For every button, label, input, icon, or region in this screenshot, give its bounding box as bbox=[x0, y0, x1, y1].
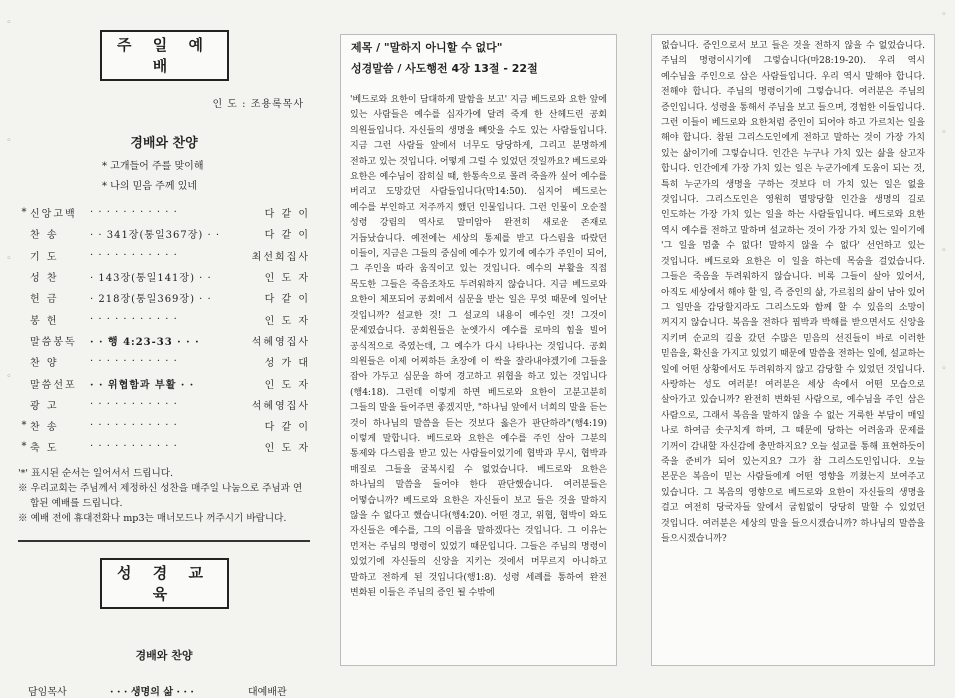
order-row bbox=[18, 372, 310, 393]
sermon-body-continued: 없습니다. 증인으로서 보고 들은 것을 전하지 않을 수 없었습니다. 주님의 명령이시기에 그렇습니다(마28:19-20). 우리 역시 예수님을 주인으로 삼은 사람들입니다. 우리 역시 말해야 합니다. 전해야 합니다. 주님의 명령이기에 그렇습니다. 여러분은 주님의 증인입니다. 성령을 통해서 주님을 보고 들으며, 경험한 이들입니다. 그런 이들이 베드로와 요한처럼 증인이 되어야 하고 가르치는 일을 해야 합니다. 참된 그리스도인에게 전하고 말하는 것이 가장 가치 있는 삶이기에 그렇습니다. 인간은 누구나 가치 있는 삶을 살고자 합니다. 인간에게 가장 가치 있는 일은 누군가에게 도움이 되는 것, 특히 누군가의 생명을 구하는 것보다 더 가치 있는 일은 없을 것입니다. 그리스도인은 영원히 멸망당할 인간을 생명의 길로 인도하는 가장 가치 있는 일을 하는 사람들입니다. 베드로와 요한 역시 예수를 전하고 말하며 설교하는 것이 가장 가치 있는 일이기에 '그 일을 멈출 수 없다! 말하지 않을 수 없다' 선언하고 있는 것입니다. 베드로와 요한은 이 일을 하는데 목숨을 걸었습니다. 그들은 죽음을 두려워하지 않습니다. 비록 그들이 살아 있어서, 아직도 세상에서 해야 할 일, 즉 증인의 삶, 가르침의 삶이 남아 있어 그 일만을 감당할지라도 그리스도와 함께 할 수 있음의 소망이 꺼지지 않습니다. 복음을 전하다 핍박과 박해를 받으면서도 신앙을 지키며 순교의 길을 갔던 수많은 믿음의 선진들이 바로 이러한 믿음을, 확신을 가지고 있었기 때문에 말씀을 전하는 일에, 설교하는 일에 어떤 상황에서도 두려워하지 않고 감당할 수 있었던 것입니다. 사랑하는 성도 여러분! 여러분은 세상 속에서 어떤 모습으로 살아가고 있습니까? 완전히 변화된 사람으로, 예수님을 주인 삼은 사람으로, 그래서 복음을 말하지 않을 수 없는 거룩한 부담이 매일 나로 하여금 솟구치게 하며, 그 때문에 당하는 어려움과 문제를 기꺼이 감내할 자신감에 충만하지요? 오늘 설교를 통해 표현하듯이 죽을 준비가 되어 있는지요? 그가 참 그리스도인입니다. 오늘 본문은 복음이 믿는 사람들에게 어떤 영향을 끼쳤는지 보여주고 있습니다. 그 복음의 영향으로 베드로와 요한이 자신들의 생명을 걸고 여전히 당국자들 앞에서 굽힘없이 당당히 말할 수 있었던 것입니다. 여러분은 세상의 말을 들으시겠습니까? 하나님의 말씀을 들으시겠습니까? bbox=[661, 41, 925, 544]
order-name: 말씀봉독 bbox=[30, 336, 77, 348]
sermon-continued-panel bbox=[651, 34, 935, 666]
order-content: · · · · · · · · · · · bbox=[90, 398, 178, 410]
order-name: 찬 송 bbox=[30, 422, 59, 434]
order-row bbox=[18, 308, 310, 329]
order-person: 최선희집사 bbox=[251, 251, 310, 263]
hymn-item: * 나의 믿음 주께 있네 bbox=[102, 181, 197, 192]
sermon-scripture: 성경말씀 / 사도행전 4장 13절 - 22절 bbox=[351, 62, 538, 75]
sermon-body: '베드로와 요한이 담대하게 말함을 보고' 지금 베드로와 요한 앞에 있는 사람들은 예수를 십자가에 달려 죽게 한 산헤드린 공회 의원들입니다. 자신들의 생명을 빼앗을 수도 있는 사람들입니다. 지금 그런 사람들 앞에서 너무도 당당하게, 그리고 분명하게 전하고 있는 것입니다. 어떻게 그럴 수 있었던 것일까요? 베드로와 요한은 예수님이 잡히실 때, 한통속으로 몰려 죽을까 싶어 예수를 버리고 도망갔던 사람들입니다(막14:50). 심지어 베드로는 예수를 부인하고 저주까지 했던 인물입니다. 그런 인물이 오순절 성령 강림의 역사로 말미암아 완전히 새로운 존재로 거듭났습니다. 예전에는 세상의 통제를 받고 다스림을 따랐던 이들이, 지금은 그들의 중심에 예수가 있기에 예수가 주인이 되어, 그 주인을 따라 움직이고 있는 것입니다. 예수의 부활을 직접 목도한 그들은 죽음조차도 두려워하지 않습니다. 지금 베드로와 요한이 체포되어 공회에서 심문을 받는 일은 무엇 때문에 일어난 것입니까? 설교한 것! 그 설교의 내용이 예수인 것! 그것이 문제였습니다. 공회원들은 눈엣가시 예수를 로마의 힘을 빌어 공식적으로 죽였는데, 그 예수가 다시 나타나는 것입니다. 공회 의원들은 이제 어찌하든 초장에 이 싹을 잘라내야겠기에 그들을 잡아 가두고 심문을 하여 경고하고 위협을 하고 있는 것입니다(행4:18). 그런데 이렇게 하면 베드로와 요한이 고분고분히 그들의 말을 들어주면 좋겠지만, "하나님 앞에서 너희의 말을 듣는 것이 하나님의 말씀을 듣는 것보다 옳은가 판단하라"(행4:19) 이렇게 말합니다. 베드로와 요한은 예수를 주인 삼아 그분의 통제와 다스림을 받고 있는 사람들이었기에 협박과 무시, 협박과 매질로 그들을 굴복시킬 수 없었습니다. 베드로와 요한은 하나님의 말씀을 들어야 한다 판단했습니다. 여러분들은 어떻습니까? 베드로와 요한은 자신들이 보고 들은 것을 말하지 않을 수 없다고 했습니다(행4:20). 어떤 경고, 위협, 협박이 와도 자신들은 예수를, 그의 이름을 말하겠다는 것입니다. 그 이유는 먼저는 주님의 명령이 있었기 때문입니다. 그들은 주님의 명령이 있었기에 자신들의 신앙을 지키는 것에서 머무르지 아니하고 말하고 전하게 된 것입니다(행1:8). 성령 세례를 통하여 완전 변화된 이들은 주님의 증인 될 수밖에 bbox=[350, 95, 607, 598]
order-content: · · · · · · · · · · · bbox=[90, 207, 178, 219]
order-row bbox=[18, 351, 310, 372]
margin-tick: ◦ bbox=[6, 372, 12, 382]
order-content: · · · · · · · · · · · bbox=[90, 356, 178, 368]
service-heading: 경배와 찬양 bbox=[130, 136, 198, 151]
order-name: 신앙고백 bbox=[30, 209, 77, 221]
section-divider bbox=[18, 540, 310, 542]
worship-title: 주 일 예 배 bbox=[100, 30, 229, 81]
order-content: · · 위협함과 부활 · · bbox=[90, 379, 195, 391]
order-content: · · 341장(통일367장) · · bbox=[90, 230, 221, 242]
order-mark: * bbox=[21, 207, 27, 219]
education-place: 대예배관 bbox=[248, 686, 287, 698]
notice-item: '*' 표시된 순서는 일어서서 드립니다. bbox=[18, 467, 174, 479]
order-row bbox=[18, 202, 310, 223]
officiant: 인 도 : 조용록목사 bbox=[212, 99, 304, 110]
order-row bbox=[18, 394, 310, 415]
order-name: 헌 금 bbox=[30, 294, 59, 306]
sermon-title: 제목 / "말하지 아니할 수 없다" bbox=[351, 41, 503, 54]
order-row bbox=[18, 287, 310, 308]
order-row bbox=[18, 245, 310, 266]
order-row bbox=[18, 415, 310, 436]
order-content: · 143장(통일141장) · · bbox=[90, 273, 212, 285]
margin-tick: ◦ bbox=[6, 18, 12, 28]
education-row bbox=[28, 683, 310, 698]
notice-item: ※ 우리교회는 주님께서 제정하신 성찬을 매주일 나눔으로 주님과 연합된 예배를 드립니다. bbox=[18, 482, 303, 509]
order-name: 봉 헌 bbox=[30, 315, 59, 327]
hymn-item: * 고개들어 주를 맞이해 bbox=[102, 161, 204, 172]
order-content: · · · · · · · · · · · bbox=[90, 441, 178, 453]
margin-tick: ◦ bbox=[6, 136, 12, 146]
order-row bbox=[18, 223, 310, 244]
order-person: 인 도 자 bbox=[264, 379, 310, 391]
order-row bbox=[18, 330, 310, 351]
margin-tick: ◦ bbox=[6, 254, 12, 264]
order-person: 석혜영집사 bbox=[251, 336, 310, 348]
left-margin-marks bbox=[2, 18, 16, 658]
sermon-panel bbox=[340, 34, 617, 666]
order-content: · · · · · · · · · · · bbox=[90, 313, 178, 325]
margin-tick: ◦ bbox=[941, 128, 947, 138]
worship-order-panel bbox=[18, 30, 310, 698]
order-person: 다 같 이 bbox=[264, 230, 310, 242]
margin-tick: ◦ bbox=[941, 246, 947, 256]
education-role: 담임목사 bbox=[28, 686, 67, 698]
order-name: 기 도 bbox=[30, 251, 59, 263]
education-topic: · · · 생명의 삶 · · · bbox=[110, 686, 194, 698]
order-name: 성 찬 bbox=[30, 273, 59, 285]
education-title: 성 경 교 육 bbox=[100, 558, 229, 609]
education-heading: 경배와 찬양 bbox=[135, 648, 193, 662]
order-person: 다 같 이 bbox=[264, 209, 310, 221]
order-list bbox=[18, 202, 310, 458]
order-person: 다 같 이 bbox=[264, 422, 310, 434]
notice-list bbox=[18, 466, 310, 526]
order-person: 인 도 자 bbox=[264, 273, 310, 285]
order-content: · 218장(통일369장) · · bbox=[90, 294, 212, 306]
order-person: 성 가 대 bbox=[264, 358, 310, 370]
order-row bbox=[18, 436, 310, 457]
order-person: 인 도 자 bbox=[264, 443, 310, 455]
right-margin-marks bbox=[937, 10, 951, 660]
order-person: 인 도 자 bbox=[264, 315, 310, 327]
notice-item: ※ 예배 전에 휴대전화나 mp3는 매너모드나 꺼주시기 바랍니다. bbox=[18, 512, 287, 524]
order-name: 축 도 bbox=[30, 443, 59, 455]
margin-tick: ◦ bbox=[941, 364, 947, 374]
order-person: 석혜영집사 bbox=[251, 400, 310, 412]
order-content: · · · · · · · · · · · bbox=[90, 249, 178, 261]
order-person: 다 같 이 bbox=[264, 294, 310, 306]
margin-tick: ◦ bbox=[941, 10, 947, 20]
order-content: · · 행 4:23-33 · · · bbox=[90, 336, 200, 348]
order-row bbox=[18, 266, 310, 287]
order-mark: * bbox=[21, 441, 27, 453]
order-name: 말씀선포 bbox=[30, 379, 77, 391]
order-content: · · · · · · · · · · · bbox=[90, 420, 178, 432]
order-mark: * bbox=[21, 420, 27, 432]
order-name: 광 고 bbox=[30, 400, 59, 412]
order-name: 찬 송 bbox=[30, 230, 59, 242]
order-name: 찬 양 bbox=[30, 358, 59, 370]
